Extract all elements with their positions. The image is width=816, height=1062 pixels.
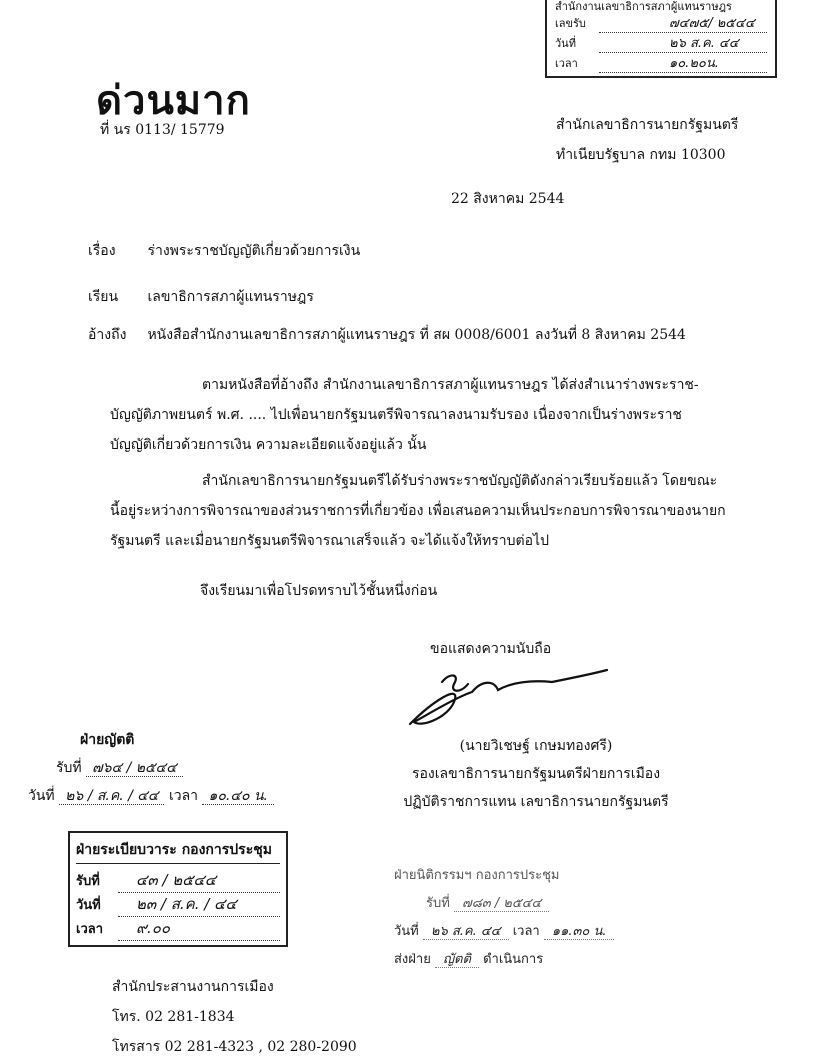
faded-row-assign bbox=[394, 946, 684, 974]
recipient-text: เลขาธิการสภาผู้แทนราษฎร bbox=[147, 289, 314, 305]
agenda-row-receive bbox=[76, 868, 280, 892]
agenda-label: เวลา bbox=[76, 922, 104, 937]
body-paragraph-1 bbox=[110, 370, 750, 460]
faded-label: รับที่ bbox=[426, 896, 450, 911]
footer-fax: โทรสาร 02 281-4323 , 02 280-2090 bbox=[112, 1039, 357, 1055]
faded-label: วันที่ bbox=[394, 924, 419, 939]
agenda-value: ๔๓ / ๒๕๔๔ bbox=[118, 868, 280, 893]
receipt-label: วันที่ bbox=[28, 788, 55, 804]
recipient-label: เรียน bbox=[88, 289, 119, 305]
signer-acting: ปฏิบัติราชการแทน เลขาธิการนายกรัฐมนตรี bbox=[403, 794, 669, 810]
stamp-row-date bbox=[555, 36, 767, 56]
faded-row-date bbox=[394, 918, 684, 946]
subject-label: เรื่อง bbox=[88, 243, 116, 259]
body-line: บัญญัติเกี่ยวด้วยการเงิน ความละเอียดแจ้งอยู่แล้ว นั้น bbox=[110, 437, 427, 453]
urgent-heading: ด่วนมาก bbox=[96, 78, 251, 124]
agenda-row-time bbox=[76, 916, 280, 940]
faded-value: ๗๘๓ / ๒๕๔๔ bbox=[454, 896, 549, 912]
letter-date: 22 สิงหาคม 2544 bbox=[451, 191, 565, 207]
body-line: ตามหนังสือที่อ้างถึง สำนักงานเลขาธิการสภาผู้แทนราษฎร ได้ส่งสำเนาร่างพระราช- bbox=[202, 377, 699, 393]
agenda-row-date bbox=[76, 892, 280, 916]
agenda-label: วันที่ bbox=[76, 898, 101, 913]
agenda-stamp-title: ฝ่ายระเบียบวาระ กองการประชุม bbox=[76, 839, 280, 864]
faded-row-receive bbox=[394, 890, 684, 918]
receipt-number-row bbox=[28, 754, 288, 782]
faded-stamp-right bbox=[394, 862, 684, 974]
office-address: ทำเนียบรัฐบาล กทม 10300 bbox=[556, 147, 726, 163]
receipt-date-row bbox=[28, 782, 288, 810]
body-line: นี้อยู่ระหว่างการพิจารณาของส่วนราชการที่เกี่ยวข้อง เพื่อเสนอความเห็นประกอบการพิจารณาของนายก bbox=[110, 503, 726, 519]
faded-label: ส่งฝ่าย bbox=[394, 952, 431, 967]
reference-text: หนังสือสำนักงานเลขาธิการสภาผู้แทนราษฎร ที่ สผ 0008/6001 ลงวันที่ 8 สิงหาคม 2544 bbox=[147, 327, 686, 343]
signer-position: รองเลขาธิการนายกรัฐมนตรีฝ่ายการเมือง bbox=[411, 766, 661, 782]
faded-stamp-title: ฝ่ายนิติกรรมฯ กองการประชุม bbox=[394, 868, 560, 883]
receipt-label: เวลา bbox=[168, 788, 199, 804]
reference-label: อ้างถึง bbox=[88, 327, 127, 343]
receipt-label: รับที่ bbox=[56, 760, 82, 776]
handwritten-receipt-left bbox=[28, 726, 288, 810]
agenda-value: ๒๓ / ส.ค. / ๔๔ bbox=[118, 892, 280, 917]
footer-contact bbox=[112, 972, 357, 1062]
footer-dept: สำนักประสานงานการเมือง bbox=[112, 979, 274, 995]
faded-value: ๑๑.๓๐ น. bbox=[544, 924, 615, 940]
body-line: บัญญัติภาพยนตร์ พ.ศ. .... ไปเพื่อนายกรัฐมนตรีพิจารณาลงนามรับรอง เนื่องจากเป็นร่างพระราช bbox=[110, 407, 682, 423]
receipt-dept: ฝ่ายญัตติ bbox=[80, 732, 135, 748]
agenda-stamp bbox=[68, 831, 288, 947]
sender-office bbox=[556, 110, 738, 170]
receipt-value: ๗๖๔ / ๒๕๔๔ bbox=[86, 760, 183, 777]
stamp-header bbox=[555, 0, 767, 16]
faded-value: ญัตติ bbox=[435, 952, 479, 968]
stamp-value: ๗๔๗๕/ ๒๕๔๔ bbox=[599, 16, 767, 33]
regards-line: ขอแสดงความนับถือ bbox=[430, 641, 552, 657]
stamp-header-text: สำนักงานเลขาธิการสภาผู้แทนราษฎร bbox=[555, 0, 732, 13]
reference-number: ที่ นร 0113/ 15779 bbox=[100, 122, 225, 138]
signer-block bbox=[356, 732, 716, 816]
recipient-line bbox=[88, 286, 314, 308]
stamp-value: ๑๐.๒๐น. bbox=[599, 56, 767, 73]
reference-line bbox=[88, 324, 686, 346]
closing-line: จึงเรียนมาเพื่อโปรดทราบไว้ชั้นหนึ่งก่อน bbox=[200, 583, 438, 599]
stamp-label: เวลา bbox=[555, 57, 578, 70]
stamp-value: ๒๖ ส.ค. ๔๔ bbox=[599, 36, 767, 53]
footer-tel: โทร. 02 281-1834 bbox=[112, 1009, 235, 1025]
stamp-label: เลขรับ bbox=[555, 17, 586, 30]
subject-text: ร่างพระราชบัญญัติเกี่ยวด้วยการเงิน bbox=[147, 243, 361, 259]
handwritten-signature bbox=[402, 662, 612, 732]
agenda-value: ๙.๐๐ bbox=[118, 916, 280, 941]
faded-label: เวลา bbox=[512, 924, 540, 939]
faded-label: ดำเนินการ bbox=[483, 952, 544, 967]
agenda-label: รับที่ bbox=[76, 874, 100, 889]
signer-name: (นายวิเชษฐ์ เกษมทองศรี) bbox=[459, 738, 613, 754]
subject-line bbox=[88, 240, 360, 262]
receipt-value: ๒๖ / ส.ค. / ๔๔ bbox=[59, 788, 164, 805]
stamp-label: วันที่ bbox=[555, 37, 576, 50]
body-line: รัฐมนตรี และเมื่อนายกรัฐมนตรีพิจารณาเสร็จแล้ว จะได้แจ้งให้ทราบต่อไป bbox=[110, 533, 549, 549]
body-line: สำนักเลขาธิการนายกรัฐมนตรีได้รับร่างพระราชบัญญัติดังกล่าวเรียบร้อยแล้ว โดยขณะ bbox=[202, 473, 718, 489]
office-name: สำนักเลขาธิการนายกรัฐมนตรี bbox=[556, 117, 739, 133]
stamp-row-receive bbox=[555, 16, 767, 36]
body-paragraph-2 bbox=[110, 466, 750, 556]
receipt-stamp-top bbox=[545, 0, 777, 78]
stamp-row-time bbox=[555, 56, 767, 76]
receipt-value: ๑๐.๔๐ น. bbox=[202, 788, 274, 805]
faded-value: ๒๖ ส.ค. ๔๔ bbox=[423, 924, 509, 940]
